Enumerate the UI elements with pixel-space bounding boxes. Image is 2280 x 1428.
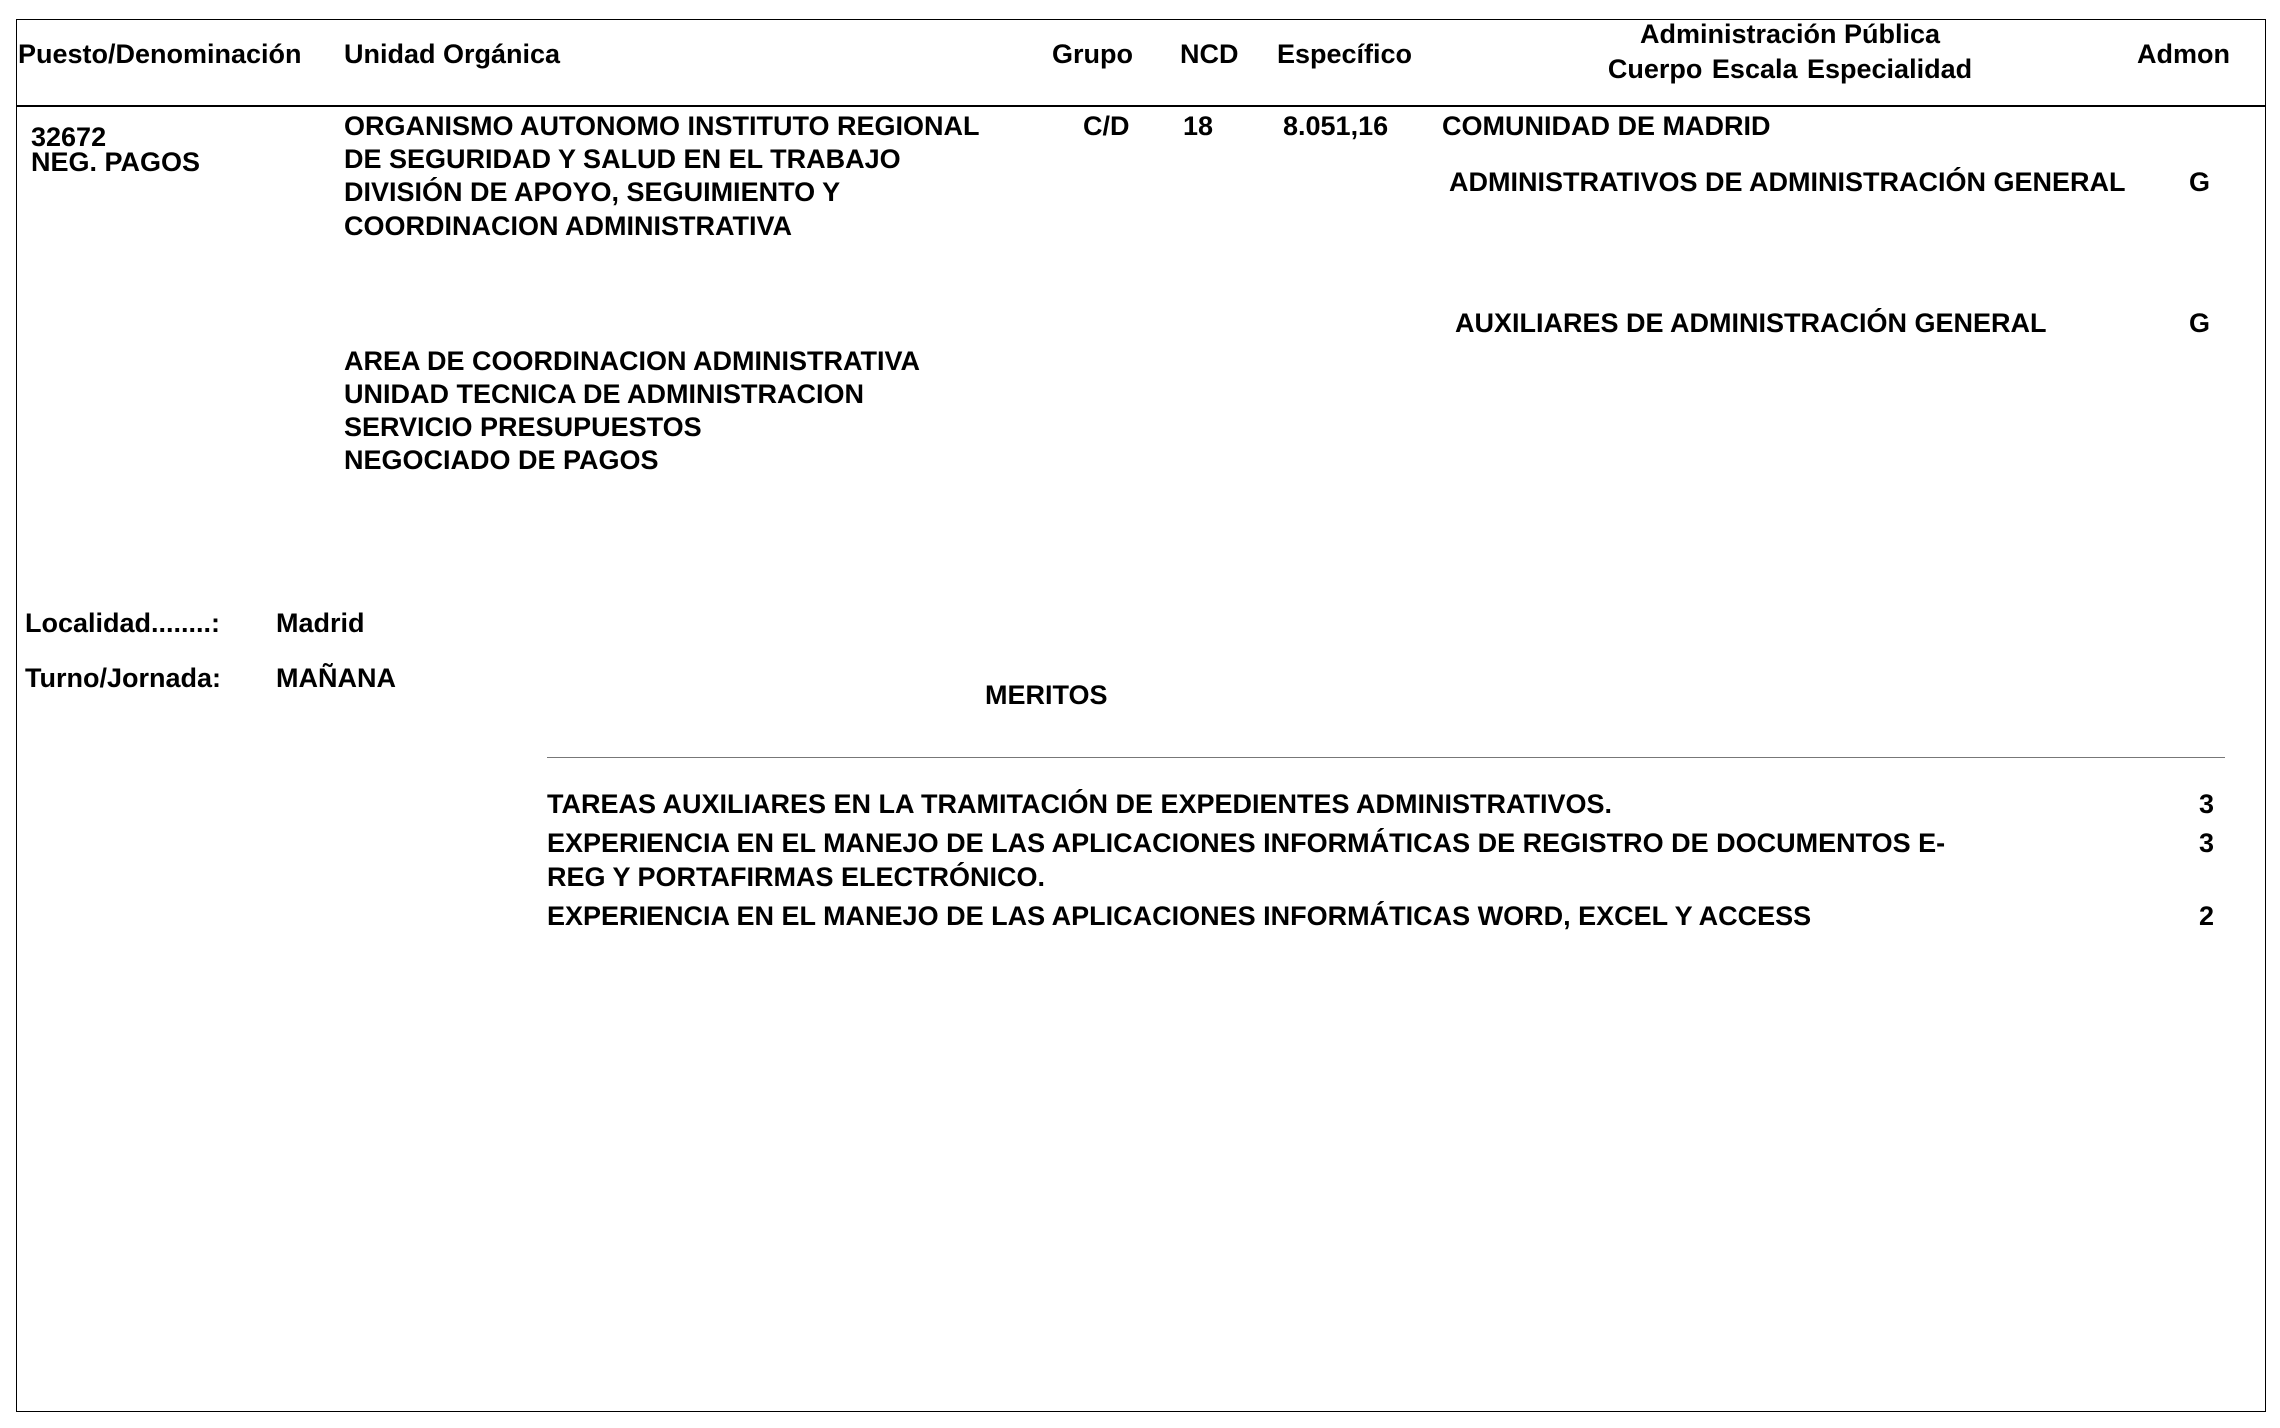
header-unidad: Unidad Orgánica bbox=[344, 39, 561, 69]
meritos-divider bbox=[547, 757, 2225, 758]
merito-text: REG Y PORTAFIRMAS ELECTRÓNICO. bbox=[547, 862, 1046, 892]
turno-value: MAÑANA bbox=[276, 663, 396, 693]
header-ncd: NCD bbox=[1180, 39, 1239, 69]
localidad-value: Madrid bbox=[276, 608, 365, 638]
merito-points: 2 bbox=[2199, 901, 2215, 931]
especifico-value: 8.051,16 bbox=[1283, 111, 1389, 141]
merito-text: EXPERIENCIA EN EL MANEJO DE LAS APLICACIONES INFORMÁTICAS DE REGISTRO DE DOCUMENTOS E- bbox=[547, 828, 1946, 858]
header-puesto: Puesto/Denominación bbox=[18, 39, 302, 69]
merito-points: 3 bbox=[2199, 789, 2215, 819]
administracion-value: COMUNIDAD DE MADRID bbox=[1442, 111, 1771, 141]
grupo-value: C/D bbox=[1083, 111, 1130, 141]
merito-text: TAREAS AUXILIARES EN LA TRAMITACIÓN DE EXPEDIENTES ADMINISTRATIVOS. bbox=[547, 789, 1613, 819]
header-admin-publica: Administración Pública bbox=[1639, 19, 1941, 49]
localidad-label: Localidad........: bbox=[25, 608, 221, 638]
unidad-line: DE SEGURIDAD Y SALUD EN EL TRABAJO bbox=[344, 144, 901, 174]
unidad-line: COORDINACION ADMINISTRATIVA bbox=[344, 211, 792, 241]
header-cuerpo-escala: Cuerpo Escala Especialidad bbox=[1607, 54, 1973, 84]
ncd-value: 18 bbox=[1183, 111, 1214, 141]
cuerpo-admon: G bbox=[2189, 167, 2211, 197]
header-divider bbox=[16, 105, 2266, 107]
header-especifico: Específico bbox=[1277, 39, 1413, 69]
header-grupo: Grupo bbox=[1052, 39, 1133, 69]
unidad-line: DIVISIÓN DE APOYO, SEGUIMIENTO Y bbox=[344, 177, 841, 207]
cuerpo-name: ADMINISTRATIVOS DE ADMINISTRACIÓN GENERAL bbox=[1449, 167, 2126, 197]
header-admon: Admon bbox=[2137, 39, 2230, 69]
unidad-line: AREA DE COORDINACION ADMINISTRATIVA bbox=[344, 346, 920, 376]
unidad-line: ORGANISMO AUTONOMO INSTITUTO REGIONAL bbox=[344, 111, 980, 141]
puesto-code: 32672 bbox=[31, 122, 107, 152]
merito-text: EXPERIENCIA EN EL MANEJO DE LAS APLICACIONES INFORMÁTICAS WORD, EXCEL Y ACCESS bbox=[547, 901, 1812, 931]
puesto-name: NEG. PAGOS bbox=[31, 147, 201, 177]
turno-label: Turno/Jornada: bbox=[25, 663, 222, 693]
meritos-title: MERITOS bbox=[985, 680, 1108, 710]
cuerpo-name: AUXILIARES DE ADMINISTRACIÓN GENERAL bbox=[1455, 308, 2047, 338]
unidad-line: NEGOCIADO DE PAGOS bbox=[344, 445, 659, 475]
unidad-line: UNIDAD TECNICA DE ADMINISTRACION bbox=[344, 379, 864, 409]
merito-points: 3 bbox=[2199, 828, 2215, 858]
unidad-line: SERVICIO PRESUPUESTOS bbox=[344, 412, 702, 442]
cuerpo-admon: G bbox=[2189, 308, 2211, 338]
